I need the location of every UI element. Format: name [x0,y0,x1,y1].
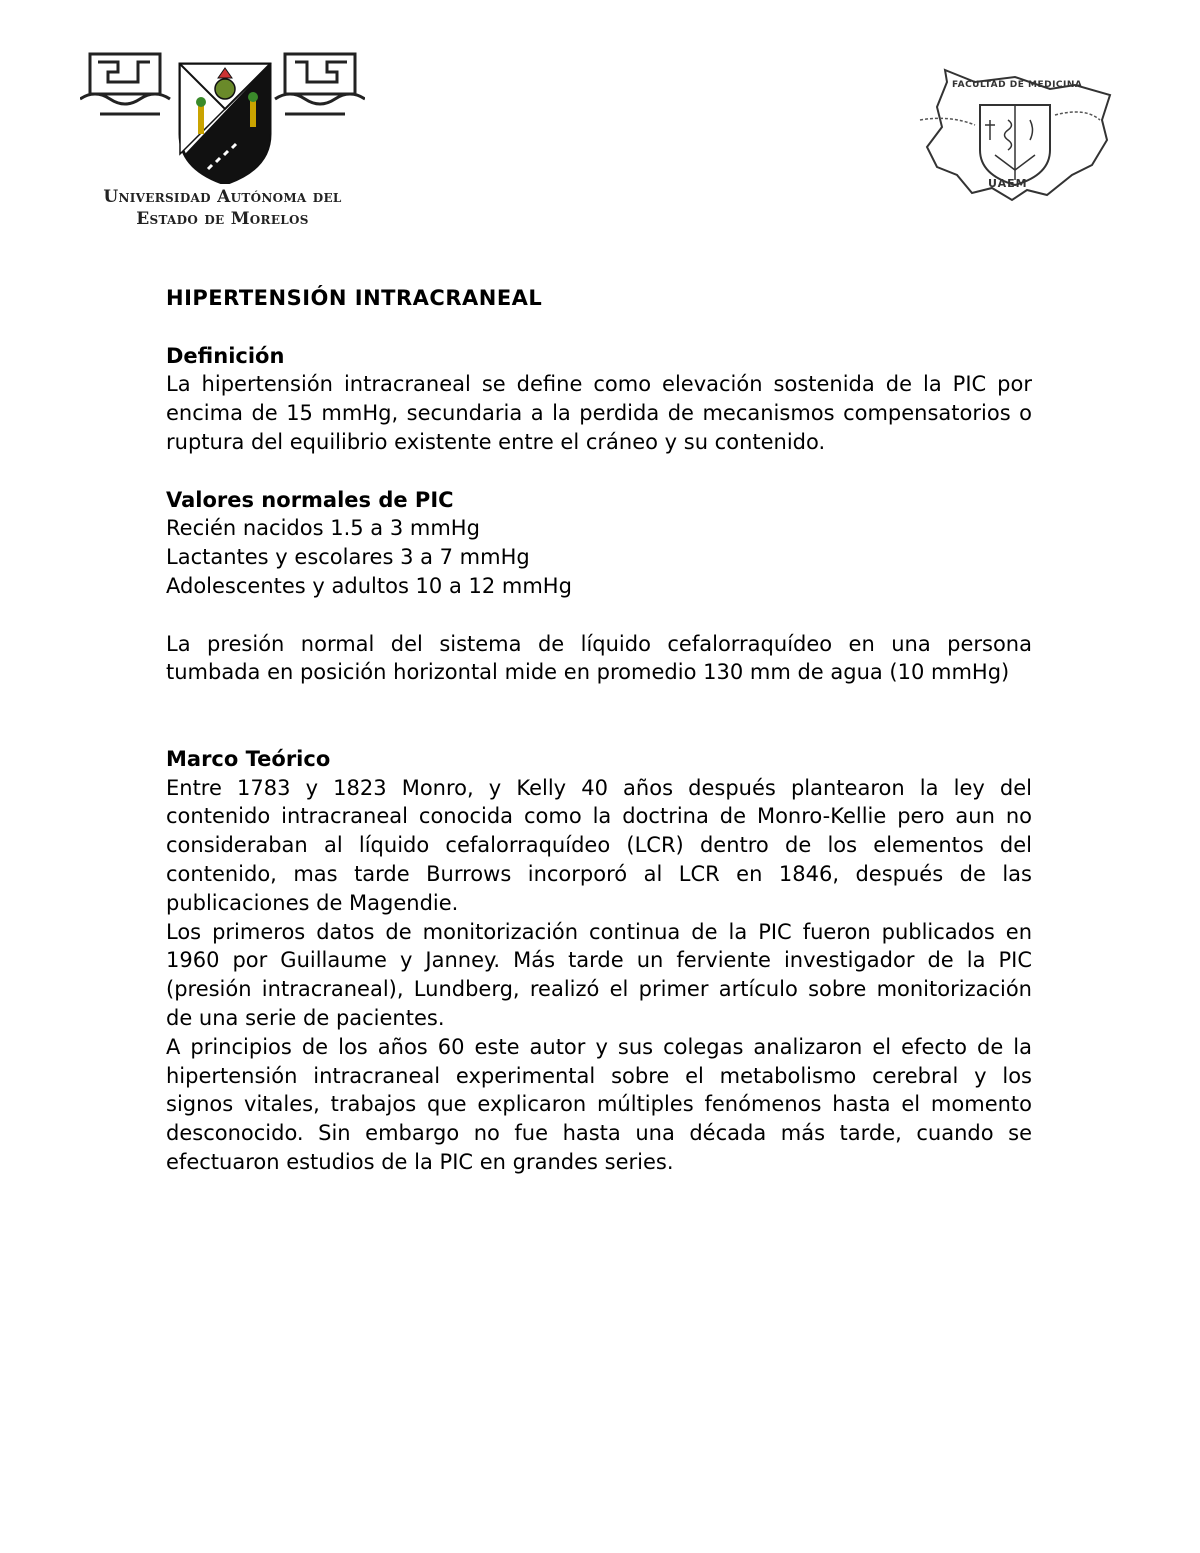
normal-value-item: Lactantes y escolares 3 a 7 mmHg [166,545,530,570]
theory-heading: Marco Teórico [166,746,331,771]
normal-value-item: Recién nacidos 1.5 a 3 mmHg [166,516,480,541]
faculty-logo [900,60,1115,225]
faculty-abbr: UAEM [988,177,1028,190]
university-name [80,186,365,230]
theory-paragraph: A principios de los años 60 este autor y sus colegas analizaron el efecto de la hipertensión intracraneal experimental sobre el metabolismo cerebral y los signos vitales, trabajos que explicaron múltiples fenómenos hasta el momento desconocido. Sin embargo no fue hasta una década más tarde, cuando se efectuaron estudios de la PIC en grandes series. [166,1034,1032,1174]
definition-text: La hipertensión intracraneal se define como elevación sostenida de la PIC por encima de 15 mmHg, secundaria a la perdida de mecanismos compensatorios o ruptura del equilibrio existente entre el cráneo y su contenido. [166,372,1032,454]
university-logo [80,44,365,234]
theory-paragraph: Los primeros datos de monitorización continua de la PIC fueron publicados en 1960 por Guillaume y Janney. Más tarde un ferviente investigador de la PIC (presión intracraneal), Lundberg, realizó el primer artículo sobre monitorización de una serie de pacientes. [166,919,1032,1030]
faculty-label: FACULTAD DE MEDICINA [952,80,1083,90]
definition-heading: Definición [166,343,285,368]
theory-paragraph: Entre 1783 y 1823 Monro, y Kelly 40 años después plantearon la ley del contenido intracraneal conocida como la doctrina de Monro-Kellie pero aun no consideraban al líquido cefalorraquídeo (LCR) dentro de los elementos del contenido, mas tarde Burrows incorporó al LCR en 1846, después de las publicaciones de Magendie. [166,775,1032,915]
university-crest-icon [80,44,365,184]
normal-value-item: Adolescentes y adultos 10 a 12 mmHg [166,573,572,598]
page-title: HIPERTENSIÓN INTRACRANEAL [166,286,543,310]
document-body [166,284,1032,1177]
normal-values-heading: Valores normales de PIC [166,487,454,512]
university-name-line1: Universidad Autónoma del [103,187,342,207]
university-name-line2: Estado de Morelos [136,209,309,229]
normal-values-note: La presión normal del sistema de líquido cefalorraquídeo en una persona tumbada en posición horizontal mide en promedio 130 mm de agua (10 mmHg) [166,631,1032,685]
